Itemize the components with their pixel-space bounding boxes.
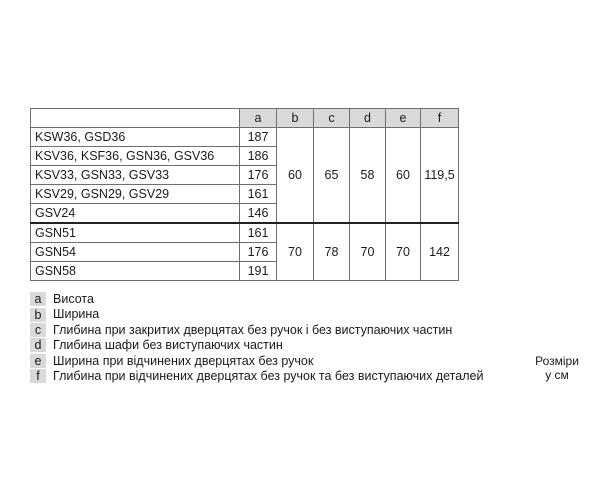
width-cell: 60 bbox=[277, 128, 314, 224]
header-b: b bbox=[277, 109, 314, 128]
cabinet-depth-cell: 58 bbox=[350, 128, 386, 224]
dimensions-table bbox=[30, 108, 459, 281]
model-cell: GSN54 bbox=[31, 243, 240, 262]
table-row bbox=[31, 223, 459, 243]
header-f: f bbox=[421, 109, 459, 128]
model-cell: GSN58 bbox=[31, 262, 240, 281]
height-cell: 186 bbox=[240, 147, 277, 166]
depth-open-cell: 142 bbox=[421, 223, 459, 281]
header-a: a bbox=[240, 109, 277, 128]
header-c: c bbox=[314, 109, 350, 128]
header-row bbox=[31, 109, 459, 128]
legend-item bbox=[30, 307, 483, 321]
legend-key: f bbox=[30, 369, 46, 383]
legend-text: Глибина при відчинених дверцятах без ручок та без виступаючих деталей bbox=[53, 369, 484, 384]
cabinet-depth-cell: 70 bbox=[350, 223, 386, 281]
legend-key: b bbox=[30, 308, 46, 322]
height-cell: 191 bbox=[240, 262, 277, 281]
legend-key: a bbox=[30, 292, 46, 306]
legend-item bbox=[30, 292, 483, 306]
legend-item bbox=[30, 338, 483, 352]
legend-text: Ширина bbox=[53, 307, 100, 322]
legend-text: Глибина шафи без виступаючих частин bbox=[53, 338, 283, 353]
height-cell: 146 bbox=[240, 204, 277, 224]
legend-text: Висота bbox=[53, 292, 94, 306]
model-cell: KSV29, GSN29, GSV29 bbox=[31, 185, 240, 204]
legend-text: Глибина при закритих дверцятах без ручок і без виступаючих частин bbox=[53, 322, 453, 337]
header-model-cell bbox=[31, 109, 240, 128]
width-open-cell: 70 bbox=[386, 223, 421, 281]
legend-key: c bbox=[30, 323, 46, 337]
model-cell: GSV24 bbox=[31, 204, 240, 224]
model-cell: GSN51 bbox=[31, 223, 240, 243]
units-line-1: Розміри bbox=[535, 354, 579, 368]
height-cell: 176 bbox=[240, 243, 277, 262]
height-cell: 161 bbox=[240, 223, 277, 243]
model-cell: KSV33, GSN33, GSV33 bbox=[31, 166, 240, 185]
table-row bbox=[31, 128, 459, 147]
height-cell: 187 bbox=[240, 128, 277, 147]
units-note bbox=[522, 354, 592, 382]
legend-key: e bbox=[30, 354, 46, 368]
height-cell: 176 bbox=[240, 166, 277, 185]
depth-closed-cell: 65 bbox=[314, 128, 350, 224]
width-cell: 70 bbox=[277, 223, 314, 281]
units-line-2: у см bbox=[545, 368, 569, 382]
header-d: d bbox=[350, 109, 386, 128]
depth-closed-cell: 78 bbox=[314, 223, 350, 281]
legend-item bbox=[30, 369, 483, 383]
legend-item bbox=[30, 354, 483, 368]
width-open-cell: 60 bbox=[386, 128, 421, 224]
legend-item bbox=[30, 323, 483, 337]
legend-key: d bbox=[30, 338, 46, 352]
height-cell: 161 bbox=[240, 185, 277, 204]
header-e: e bbox=[386, 109, 421, 128]
model-cell: KSV36, KSF36, GSN36, GSV36 bbox=[31, 147, 240, 166]
depth-open-cell: 119,5 bbox=[421, 128, 459, 224]
legend bbox=[30, 292, 483, 384]
legend-text: Ширина при відчинених дверцятах без ручок bbox=[53, 353, 314, 368]
model-cell: KSW36, GSD36 bbox=[31, 128, 240, 147]
